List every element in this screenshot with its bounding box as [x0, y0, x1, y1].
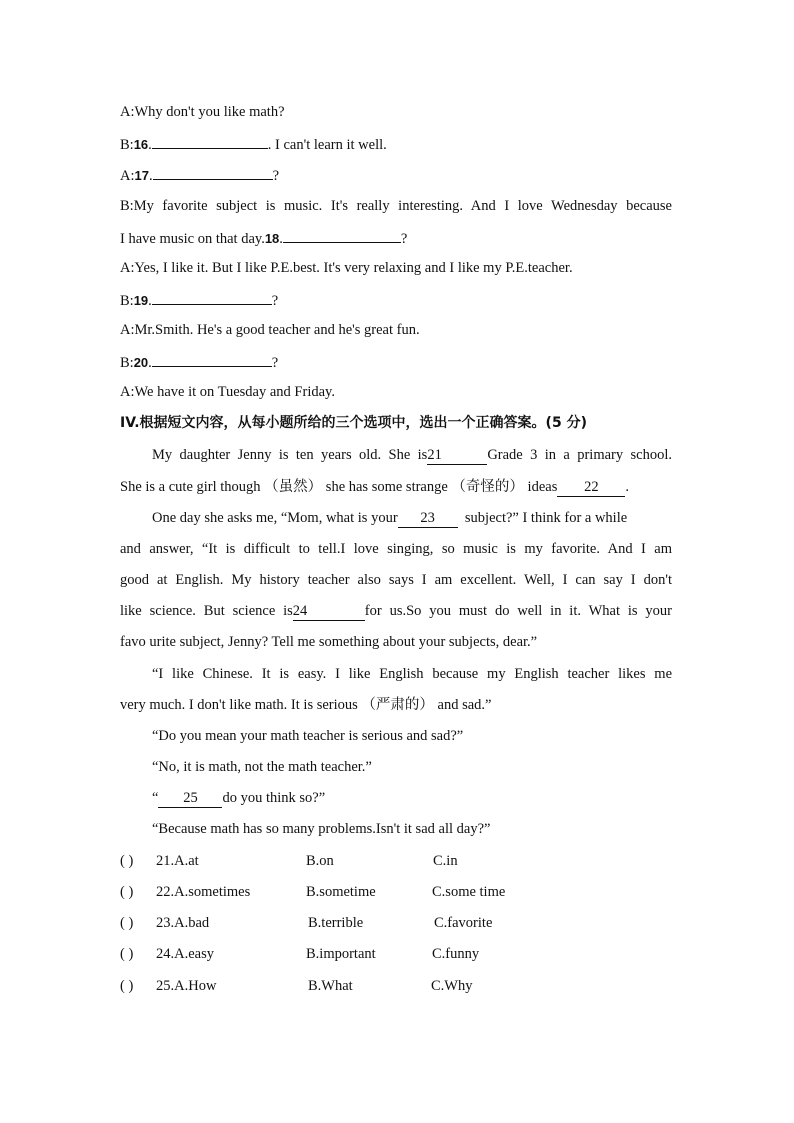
dialogue-line-8: A:Mr.Smith. He's a good teacher and he's great fun. [120, 322, 420, 338]
option-b[interactable]: B.important [306, 946, 376, 962]
option-b[interactable]: B.on [306, 853, 334, 869]
answer-paren[interactable]: ( ) [120, 915, 134, 931]
option-b[interactable]: B.terrible [308, 915, 364, 931]
dialogue-line-18: I have music on that day.18. ? [120, 227, 672, 249]
cloze-blank[interactable]: 21 [427, 446, 487, 465]
question-number: 16 [133, 137, 149, 152]
dialogue-line-1: A:Why don't you like math? [120, 104, 285, 120]
question-number: 20 [133, 355, 149, 370]
option-c[interactable]: C.funny [432, 946, 480, 962]
passage-line: like science. But science is24 for us.So you must do well in it. What is your [120, 603, 672, 619]
option-b[interactable]: B.sometime [306, 884, 376, 900]
passage-line: “Because math has so many problems.Isn't it sad all day?” [152, 821, 491, 837]
dialogue-line-19: B:19. ? [120, 289, 672, 311]
dialogue-line-4: B:My favorite subject is music. It's really interesting. And I love Wednesday because [120, 198, 672, 214]
passage-line: One day she asks me, “Mom, what is your 23 subject?” I think for a while [152, 510, 628, 526]
dialogue-line-10: A:We have it on Tuesday and Friday. [120, 384, 335, 400]
passage-line: My daughter Jenny is ten years old. She is21 Grade 3 in a primary school. [152, 447, 672, 463]
answer-blank[interactable] [152, 133, 268, 149]
answer-blank[interactable] [152, 289, 272, 305]
answer-blank[interactable] [152, 351, 272, 367]
dialogue-line-17: A:17. ? [120, 164, 672, 186]
dialogue-line-16: B:16. . I can't learn it well. [120, 133, 672, 155]
passage-line: favo urite subject, Jenny? Tell me something about your subjects, dear.” [120, 634, 538, 650]
option-a[interactable]: 23.A.bad [156, 915, 210, 931]
passage-line: “I like Chinese. It is easy. I like English because my English teacher likes me [152, 666, 672, 682]
answer-paren[interactable]: ( ) [120, 853, 134, 869]
question-number: 17 [134, 168, 149, 183]
passage-line: She is a cute girl though （虽然） she has some strange （奇怪的） ideas 22 . [120, 479, 629, 495]
answer-paren[interactable]: ( ) [120, 978, 134, 994]
option-a[interactable]: 25.A.How [156, 978, 217, 994]
answer-paren[interactable]: ( ) [120, 946, 134, 962]
question-number: 19 [133, 293, 149, 308]
option-c[interactable]: C.in [433, 853, 458, 869]
dialogue-line-20: B:20. ? [120, 351, 672, 373]
cloze-blank[interactable]: 22 [557, 478, 625, 497]
dialogue-line-6: A:Yes, I like it. But I like P.E.best. It's very relaxing and I like my P.E.teacher. [120, 260, 573, 276]
option-c[interactable]: C.some time [432, 884, 506, 900]
option-a[interactable]: 22.A.sometimes [156, 884, 251, 900]
option-a[interactable]: 24.A.easy [156, 946, 214, 962]
passage-line: “No, it is math, not the math teacher.” [152, 759, 372, 775]
passage-line: and answer, “It is difficult to tell.I love singing, so music is my favorite. And I am [120, 541, 672, 557]
cloze-blank[interactable]: 24 [293, 602, 365, 621]
option-a[interactable]: 21.A.at [156, 853, 199, 869]
section-heading: IV.根据短文内容，从每小题所给的三个选项中，选出一个正确答案。(5 分) [120, 415, 587, 431]
question-number: 18 [264, 231, 280, 246]
cloze-blank[interactable]: 25 [158, 789, 222, 808]
option-b[interactable]: B.What [308, 978, 353, 994]
passage-line: “ 25 do you think so?” [152, 790, 326, 806]
passage-line: good at English. My history teacher also says I am excellent. Well, I can say I don't [120, 572, 672, 588]
answer-blank[interactable] [153, 164, 273, 180]
answer-paren[interactable]: ( ) [120, 884, 134, 900]
answer-blank[interactable] [283, 227, 401, 243]
option-c[interactable]: C.favorite [434, 915, 493, 931]
option-c[interactable]: C.Why [431, 978, 473, 994]
passage-line: very much. I don't like math. It is serious （严肃的） and sad.” [120, 697, 492, 713]
passage-line: “Do you mean your math teacher is serious and sad?” [152, 728, 464, 744]
cloze-blank[interactable]: 23 [398, 509, 458, 528]
